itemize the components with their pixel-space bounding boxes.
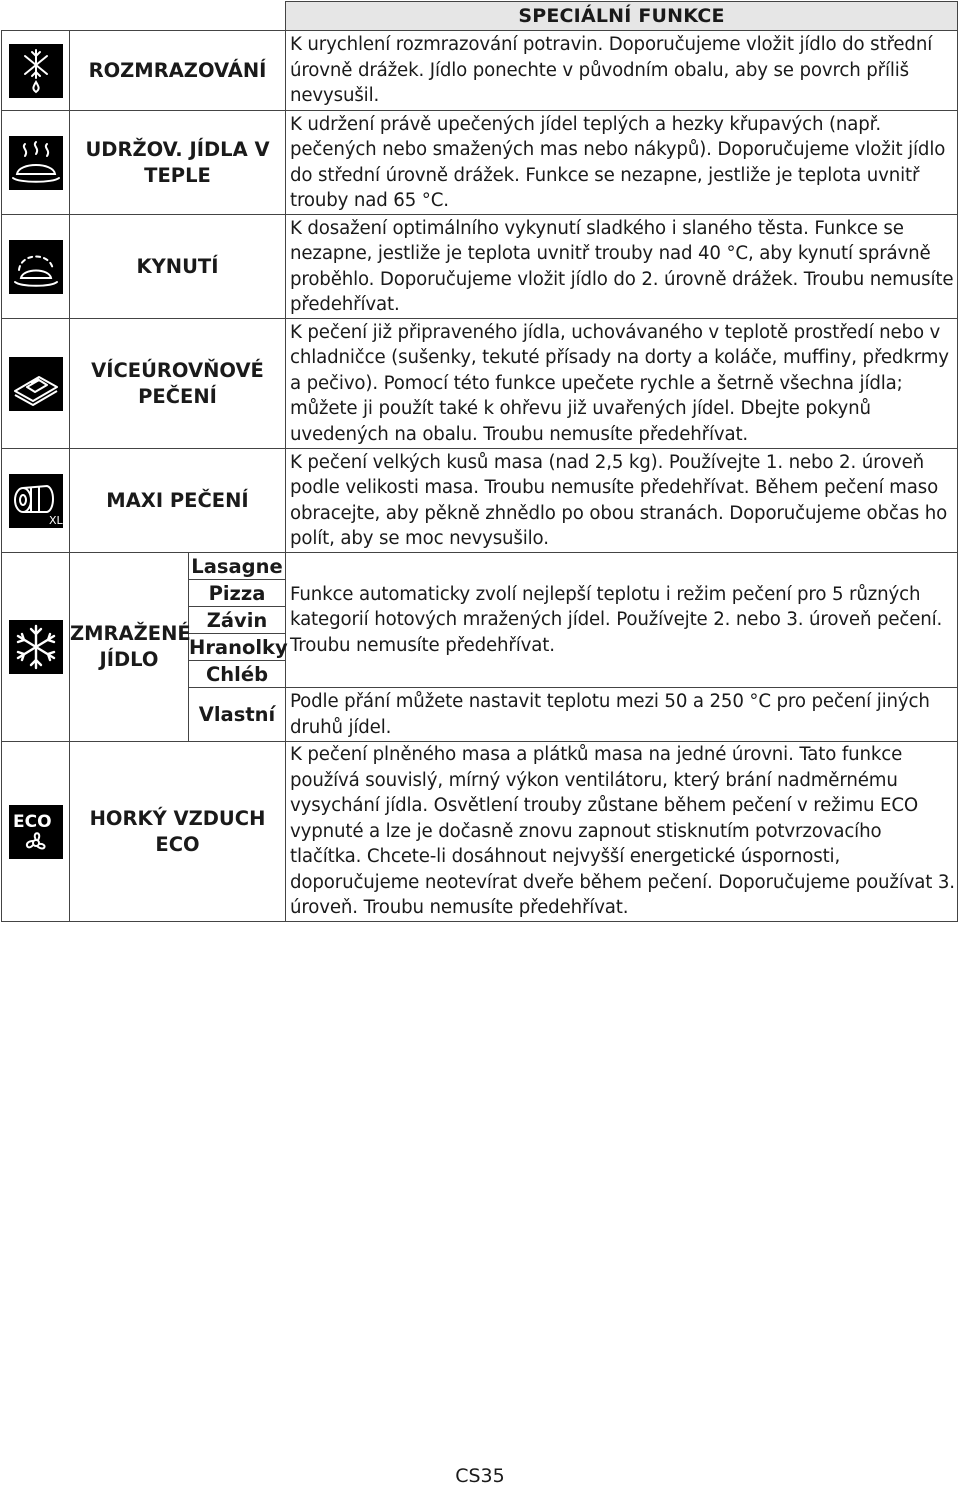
keep-warm-icon (9, 136, 63, 190)
function-description: Podle přání můžete nastavit teplotu mezi 50 a 250 °C pro pečení jiných druhů jídel. (286, 688, 958, 742)
function-description: K pečení plněného masa a plátků masa na jedné úrovni. Tato funkce používá souvislý, mírný výkon ventilátoru, který brání nadměrnému vysychání jídla. Osvětlení trouby zůstane během pečení v režimu ECO vypnuté a lze je dočasně znovu zapnout stisknutím potvrzovacího tlačítka. Chcete-li dosáhnout nejvyšší energetické úspornosti, doporučujeme neotevírat dveře během pečení. Doporučujeme používat 3. úroveň. Troubu nemusíte předehřívat. (286, 742, 958, 922)
function-name: UDRŽOV. JÍDLA V TEPLE (70, 111, 286, 215)
maxi-roast-xl-icon (9, 474, 63, 528)
snowflake-defrost-icon (9, 44, 63, 98)
frozen-subcategory: Vlastní (189, 688, 286, 742)
function-name: ROZMRAZOVÁNÍ (70, 31, 286, 111)
frozen-subcategory: Hranolky (189, 635, 288, 659)
frozen-subcategory: Závin (189, 607, 286, 634)
table-row (2, 449, 958, 553)
table-header-title: SPECIÁLNÍ FUNKCE (286, 2, 958, 31)
function-name: ZMRAŽENÉ JÍDLO (70, 553, 189, 742)
special-functions-table (1, 1, 958, 922)
dough-rising-icon (9, 240, 63, 294)
frozen-subcategory: Chléb (189, 661, 286, 688)
table-row (2, 742, 958, 922)
svg-text:ECO: ECO (12, 811, 52, 832)
frozen-food-snowflake-icon (9, 620, 63, 674)
function-description: K urychlení rozmrazování potravin. Doporučujeme vložit jídlo do střední úrovně drážek. Jídlo ponechte v původním obalu, aby se povrch příliš nevysušil. (286, 31, 958, 111)
function-name: MAXI PEČENÍ (70, 449, 286, 553)
table-row (2, 215, 958, 319)
function-name: KYNUTÍ (70, 215, 286, 319)
function-name: HORKÝ VZDUCH ECO (70, 742, 286, 922)
table-row (2, 319, 958, 449)
function-description: K pečení již připraveného jídla, uchovávaného v teplotě prostředí nebo v chladničce (sušenky, tekuté přísady na dorty a koláče, muffiny, předkrmy a pečivo). Pomocí této funkce upečete rychle a šetrně všechna jídla; můžete ji použít také k ohřevu již uvařených jídel. Dbejte pokynů uvedených na obalu. Troubu nemusíte předehřívat. (286, 319, 958, 449)
eco-fan-icon (9, 805, 63, 859)
function-description: K pečení velkých kusů masa (nad 2,5 kg). Používejte 1. nebo 2. úroveň podle velikosti masa. Troubu nemusíte předehřívat. Během pečení maso obracejte, aby pěkně zhnědlo po obou stranách. Doporučujeme občas ho polít, aby se moc nevysušilo. (286, 449, 958, 553)
multilevel-baking-icon (9, 357, 63, 411)
table-row (2, 553, 958, 580)
function-description: K udržení právě upečených jídel teplých a hezky křupavých (např. pečených nebo smažených mas nebo nákypů). Doporučujeme vložit jídlo do střední úrovně drážek. Funkce se nezapne, jestliže je teplota uvnitř trouby nad 65 °C. (286, 111, 958, 215)
svg-text:XL: XL (48, 513, 63, 527)
table-row (2, 31, 958, 111)
frozen-subcategory: Pizza (189, 580, 286, 607)
function-description: Funkce automaticky zvolí nejlepší teplotu i režim pečení pro 5 různých kategorií hotových mražených jídel. Používejte 2. nebo 3. úroveň pečení. Troubu nemusíte předehřívat. (286, 553, 958, 688)
page-number: CS35 (455, 1465, 505, 1487)
table-row (2, 111, 958, 215)
function-name: VÍCEÚROVŇOVÉ PEČENÍ (70, 319, 286, 449)
frozen-subcategory: Lasagne (189, 553, 286, 580)
function-description: K dosažení optimálního vykynutí sladkého i slaného těsta. Funkce se nezapne, jestliže je teplota uvnitř trouby nad 40 °C, aby kynutí správně proběhlo. Doporučujeme vložit jídlo do 2. úrovně drážek. Troubu nemusíte předehřívat. (286, 215, 958, 319)
